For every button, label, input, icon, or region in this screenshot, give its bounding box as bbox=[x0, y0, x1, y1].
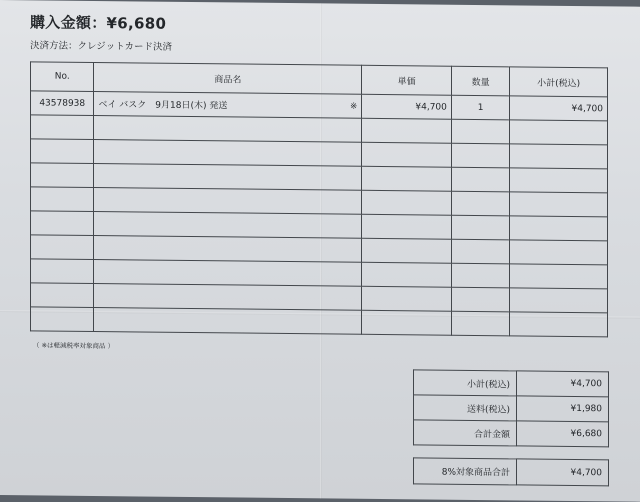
summary-total-label: 合計金額 bbox=[414, 420, 517, 446]
summary-subtotal-label: 小計(税込) bbox=[414, 370, 517, 396]
summary-row-subtotal bbox=[414, 370, 609, 397]
purchase-total-title: 購入金額：¥6,680 bbox=[30, 13, 167, 33]
cell-unit-price: ¥4,700 bbox=[362, 94, 452, 119]
summary-table bbox=[413, 369, 609, 447]
tax-target-label: 8%対象商品合計 bbox=[414, 458, 517, 485]
summary-shipping-value: ¥1,980 bbox=[517, 396, 609, 422]
summary-total-value: ¥6,680 bbox=[517, 421, 609, 447]
reduced-tax-footnote: （ ※は軽減税率対象商品 ） bbox=[33, 341, 115, 351]
col-header-unit-price: 単価 bbox=[362, 65, 452, 95]
cell-quantity: 1 bbox=[451, 95, 509, 120]
summary-row-total bbox=[414, 420, 609, 447]
col-header-name: 商品名 bbox=[94, 62, 362, 94]
items-table bbox=[30, 61, 608, 337]
summary-row-shipping bbox=[414, 395, 609, 422]
reduced-tax-mark: ※ bbox=[350, 101, 358, 112]
col-header-no: No. bbox=[31, 62, 94, 92]
summary-subtotal-value: ¥4,700 bbox=[517, 371, 609, 397]
cell-subtotal: ¥4,700 bbox=[510, 96, 608, 121]
payment-method: 決済方法：クレジットカード決済 bbox=[30, 40, 172, 53]
col-header-subtotal: 小計(税込) bbox=[510, 67, 608, 97]
tax-target-table bbox=[413, 457, 609, 486]
cell-no: 43578938 bbox=[31, 91, 94, 116]
col-header-quantity: 数量 bbox=[451, 66, 509, 96]
table-row-empty bbox=[31, 307, 608, 337]
cell-name bbox=[94, 91, 362, 118]
summary-shipping-label: 送料(税込) bbox=[414, 395, 517, 421]
tax-target-row bbox=[414, 458, 609, 486]
product-name: ベイ バスク 9月18日(木) 発送 bbox=[98, 100, 228, 112]
tax-target-value: ¥4,700 bbox=[517, 459, 609, 486]
